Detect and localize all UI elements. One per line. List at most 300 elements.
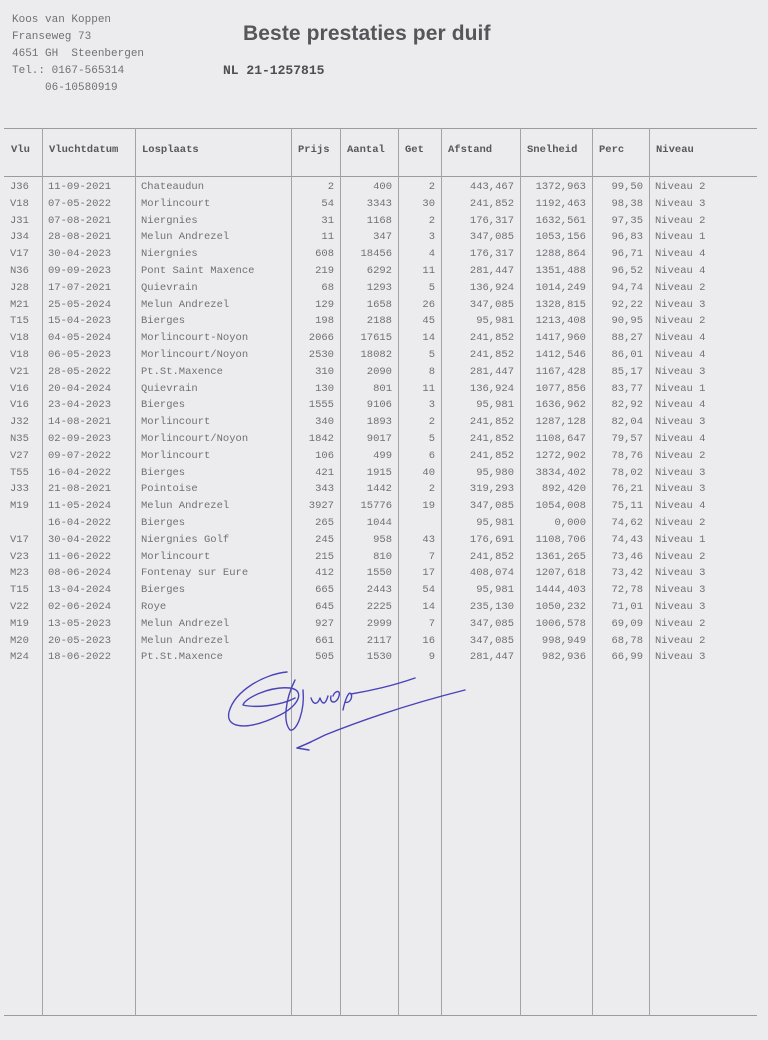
cell-snelheid: 1108,706: [535, 533, 586, 546]
table-row: [4, 179, 757, 196]
cell-afstand: 176,317: [469, 248, 514, 261]
cell-vluchtdatum: 15-04-2023: [48, 315, 112, 328]
cell-snelheid: 1053,156: [535, 231, 586, 244]
column-header-vluchtdatum: Vluchtdatum: [49, 144, 119, 156]
cell-afstand: 281,447: [469, 264, 514, 277]
cell-vluchtdatum: 30-04-2022: [48, 533, 112, 546]
cell-perc: 85,17: [611, 365, 643, 378]
cell-get: 30: [422, 197, 435, 210]
cell-vlu: J32: [10, 416, 29, 429]
cell-perc: 82,92: [611, 399, 643, 412]
cell-aantal: 1530: [366, 651, 392, 664]
cell-snelheid: 1006,578: [535, 617, 586, 630]
cell-aantal: 17615: [360, 332, 392, 345]
cell-niveau: Niveau 1: [655, 533, 706, 546]
cell-afstand: 136,924: [469, 382, 514, 395]
cell-prijs: 219: [315, 264, 334, 277]
owner-street: Franseweg 73: [12, 31, 92, 43]
cell-prijs: 2: [327, 181, 334, 193]
cell-niveau: Niveau 4: [655, 348, 706, 361]
cell-niveau: Niveau 2: [655, 634, 706, 647]
cell-get: 11: [422, 264, 435, 277]
table-row: [4, 364, 757, 381]
cell-aantal: 1168: [366, 214, 392, 227]
cell-niveau: Niveau 3: [655, 197, 706, 210]
cell-losplaats: Chateaudun: [141, 181, 205, 193]
cell-vluchtdatum: 14-08-2021: [48, 416, 112, 429]
cell-aantal: 15776: [360, 500, 392, 513]
cell-snelheid: 1372,963: [535, 181, 586, 193]
cell-aantal: 9017: [366, 432, 392, 445]
table-row: [4, 633, 757, 650]
cell-niveau: Niveau 3: [655, 600, 706, 613]
cell-aantal: 2188: [366, 315, 392, 328]
table-row: [4, 229, 757, 246]
cell-prijs: 505: [315, 651, 334, 664]
cell-losplaats: Quievrain: [141, 382, 198, 395]
cell-niveau: Niveau 1: [655, 382, 706, 395]
column-header-vlu: Vlu: [11, 144, 30, 156]
cell-get: 7: [428, 550, 435, 563]
cell-vluchtdatum: 09-07-2022: [48, 449, 112, 462]
cell-prijs: 3927: [308, 500, 334, 513]
cell-snelheid: 1636,962: [535, 399, 586, 412]
cell-aantal: 9106: [366, 399, 392, 412]
cell-perc: 96,52: [611, 264, 643, 277]
cell-snelheid: 1272,902: [535, 449, 586, 462]
cell-afstand: 95,981: [476, 584, 514, 597]
cell-vlu: V23: [10, 550, 29, 563]
cell-aantal: 958: [373, 533, 392, 546]
cell-prijs: 665: [315, 584, 334, 597]
cell-vluchtdatum: 13-05-2023: [48, 617, 112, 630]
cell-losplaats: Pointoise: [141, 483, 198, 496]
cell-snelheid: 1050,232: [535, 600, 586, 613]
cell-losplaats: Bierges: [141, 315, 186, 328]
cell-get: 3: [428, 231, 435, 244]
table-row: [4, 397, 757, 414]
cell-perc: 78,02: [611, 466, 643, 479]
cell-vlu: N35: [10, 432, 29, 445]
cell-get: 9: [428, 651, 435, 664]
cell-perc: 73,46: [611, 550, 643, 563]
table-header-rule: [4, 176, 757, 177]
cell-losplaats: Morlincourt/Noyon: [141, 348, 249, 361]
table-row: [4, 297, 757, 314]
cell-losplaats: Pt.St.Maxence: [141, 651, 223, 664]
cell-vluchtdatum: 20-05-2023: [48, 634, 112, 647]
cell-snelheid: 1192,463: [535, 197, 586, 210]
cell-vluchtdatum: 02-06-2024: [48, 600, 112, 613]
cell-aantal: 801: [373, 382, 392, 395]
cell-vluchtdatum: 18-06-2022: [48, 651, 112, 664]
cell-vluchtdatum: 16-04-2022: [48, 516, 112, 529]
cell-perc: 66,99: [611, 651, 643, 664]
cell-snelheid: 892,420: [541, 483, 586, 496]
cell-vlu: J34: [10, 231, 29, 244]
cell-get: 19: [422, 500, 435, 513]
cell-aantal: 1658: [366, 298, 392, 311]
cell-afstand: 241,852: [469, 416, 514, 429]
cell-aantal: 1915: [366, 466, 392, 479]
cell-vluchtdatum: 13-04-2024: [48, 584, 112, 597]
cell-afstand: 241,852: [469, 449, 514, 462]
owner-mobile: 06-10580919: [12, 82, 118, 94]
cell-vluchtdatum: 11-05-2024: [48, 500, 112, 513]
cell-get: 2: [428, 214, 435, 227]
cell-vluchtdatum: 20-04-2024: [48, 382, 112, 395]
cell-prijs: 106: [315, 449, 334, 462]
cell-get: 4: [428, 248, 435, 261]
cell-vlu: M21: [10, 298, 29, 311]
cell-snelheid: 1014,249: [535, 281, 586, 294]
cell-losplaats: Bierges: [141, 466, 186, 479]
cell-perc: 73,42: [611, 567, 643, 580]
cell-niveau: Niveau 3: [655, 567, 706, 580]
cell-niveau: Niveau 4: [655, 248, 706, 261]
table-row: [4, 263, 757, 280]
cell-vlu: T55: [10, 466, 29, 479]
cell-prijs: 2530: [308, 348, 334, 361]
cell-snelheid: 1108,647: [535, 432, 586, 445]
column-header-afstand: Afstand: [448, 144, 493, 156]
cell-prijs: 245: [315, 533, 334, 546]
cell-perc: 72,78: [611, 584, 643, 597]
cell-afstand: 176,317: [469, 214, 514, 227]
cell-vluchtdatum: 07-08-2021: [48, 214, 112, 227]
cell-losplaats: Pont Saint Maxence: [141, 264, 255, 277]
cell-get: 40: [422, 466, 435, 479]
cell-snelheid: 1361,265: [535, 550, 586, 563]
cell-niveau: Niveau 3: [655, 651, 706, 664]
cell-vluchtdatum: 09-09-2023: [48, 264, 112, 277]
cell-perc: 86,01: [611, 348, 643, 361]
cell-vluchtdatum: 08-06-2024: [48, 567, 112, 580]
ring-number: NL 21-1257815: [223, 63, 325, 78]
cell-afstand: 281,447: [469, 651, 514, 664]
cell-niveau: Niveau 4: [655, 399, 706, 412]
cell-losplaats: Melun Andrezel: [141, 500, 230, 513]
cell-vlu: V18: [10, 197, 29, 210]
table-row: [4, 448, 757, 465]
table-row: [4, 381, 757, 398]
cell-snelheid: 1167,428: [535, 365, 586, 378]
cell-vluchtdatum: 04-05-2024: [48, 332, 112, 345]
cell-perc: 78,76: [611, 449, 643, 462]
cell-get: 8: [428, 365, 435, 378]
cell-get: 2: [428, 181, 435, 193]
cell-vlu: V27: [10, 449, 29, 462]
cell-get: 6: [428, 449, 435, 462]
cell-aantal: 2117: [366, 634, 392, 647]
cell-vlu: M19: [10, 617, 29, 630]
cell-get: 26: [422, 298, 435, 311]
performance-table: [4, 128, 757, 1016]
cell-afstand: 347,085: [469, 500, 514, 513]
owner-phone: Tel.: 0167-565314: [12, 65, 125, 77]
cell-afstand: 281,447: [469, 365, 514, 378]
cell-afstand: 347,085: [469, 298, 514, 311]
signature: [225, 660, 485, 760]
cell-snelheid: 1328,815: [535, 298, 586, 311]
table-row: [4, 616, 757, 633]
table-row: [4, 313, 757, 330]
cell-afstand: 241,852: [469, 197, 514, 210]
owner-city: 4651 GH Steenbergen: [12, 48, 145, 60]
cell-prijs: 215: [315, 550, 334, 563]
cell-aantal: 2443: [366, 584, 392, 597]
cell-prijs: 11: [321, 231, 334, 244]
cell-aantal: 1293: [366, 281, 392, 294]
cell-perc: 96,71: [611, 248, 643, 261]
cell-snelheid: 1213,408: [535, 315, 586, 328]
cell-aantal: 1442: [366, 483, 392, 496]
cell-losplaats: Melun Andrezel: [141, 231, 230, 244]
cell-perc: 92,22: [611, 298, 643, 311]
cell-losplaats: Quievrain: [141, 281, 198, 294]
cell-aantal: 1550: [366, 567, 392, 580]
cell-perc: 74,62: [611, 516, 643, 529]
cell-vluchtdatum: 11-06-2022: [48, 550, 112, 563]
cell-afstand: 241,852: [469, 332, 514, 345]
cell-aantal: 18456: [360, 248, 392, 261]
cell-vlu: J31: [10, 214, 29, 227]
table-row: [4, 582, 757, 599]
cell-afstand: 347,085: [469, 231, 514, 244]
cell-prijs: 1555: [308, 399, 334, 412]
cell-prijs: 343: [315, 483, 334, 496]
cell-snelheid: 1632,561: [535, 214, 586, 227]
cell-vlu: V18: [10, 332, 29, 345]
cell-losplaats: Niergnies: [141, 214, 198, 227]
cell-niveau: Niveau 3: [655, 365, 706, 378]
cell-vlu: J33: [10, 483, 29, 496]
cell-afstand: 136,924: [469, 281, 514, 294]
cell-vlu: M19: [10, 500, 29, 513]
cell-aantal: 810: [373, 550, 392, 563]
cell-vluchtdatum: 23-04-2023: [48, 399, 112, 412]
cell-niveau: Niveau 2: [655, 617, 706, 630]
table-row: [4, 465, 757, 482]
cell-vlu: V21: [10, 365, 29, 378]
table-top-rule: [4, 128, 757, 129]
page-title: Beste prestaties per duif: [243, 22, 491, 45]
cell-losplaats: Morlincourt: [141, 416, 211, 429]
cell-vlu: N36: [10, 264, 29, 277]
cell-aantal: 400: [373, 181, 392, 193]
cell-niveau: Niveau 3: [655, 416, 706, 429]
cell-niveau: Niveau 2: [655, 214, 706, 227]
table-row: [4, 330, 757, 347]
cell-get: 14: [422, 600, 435, 613]
cell-snelheid: 998,949: [541, 634, 586, 647]
cell-afstand: 176,691: [469, 533, 514, 546]
cell-vluchtdatum: 07-05-2022: [48, 197, 112, 210]
cell-niveau: Niveau 2: [655, 281, 706, 294]
cell-vlu: J36: [10, 181, 29, 193]
cell-afstand: 95,981: [476, 315, 514, 328]
cell-vlu: M24: [10, 651, 29, 664]
cell-perc: 88,27: [611, 332, 643, 345]
cell-get: 2: [428, 483, 435, 496]
cell-losplaats: Morlincourt: [141, 550, 211, 563]
cell-prijs: 310: [315, 365, 334, 378]
cell-afstand: 95,980: [476, 466, 514, 479]
table-row: [4, 347, 757, 364]
cell-niveau: Niveau 4: [655, 500, 706, 513]
cell-vluchtdatum: 28-05-2022: [48, 365, 112, 378]
cell-snelheid: 1351,488: [535, 264, 586, 277]
cell-niveau: Niveau 1: [655, 231, 706, 244]
cell-losplaats: Melun Andrezel: [141, 634, 230, 647]
cell-perc: 69,09: [611, 617, 643, 630]
cell-losplaats: Niergnies: [141, 248, 198, 261]
column-header-losplaats: Losplaats: [142, 144, 199, 156]
cell-perc: 98,38: [611, 197, 643, 210]
cell-vluchtdatum: 06-05-2023: [48, 348, 112, 361]
cell-prijs: 130: [315, 382, 334, 395]
owner-name: Koos van Koppen: [12, 14, 112, 26]
cell-prijs: 68: [321, 281, 334, 294]
cell-losplaats: Niergnies Golf: [141, 533, 230, 546]
cell-snelheid: 1077,856: [535, 382, 586, 395]
cell-afstand: 241,852: [469, 348, 514, 361]
column-header-prijs: Prijs: [298, 144, 330, 156]
cell-prijs: 198: [315, 315, 334, 328]
cell-aantal: 6292: [366, 264, 392, 277]
cell-perc: 83,77: [611, 382, 643, 395]
cell-snelheid: 1288,864: [535, 248, 586, 261]
cell-afstand: 347,085: [469, 634, 514, 647]
cell-vluchtdatum: 17-07-2021: [48, 281, 112, 294]
cell-snelheid: 1412,546: [535, 348, 586, 361]
table-body: [4, 179, 757, 666]
cell-perc: 99,50: [611, 181, 643, 193]
column-header-niveau: Niveau: [656, 144, 694, 156]
cell-niveau: Niveau 2: [655, 550, 706, 563]
cell-snelheid: 0,000: [554, 516, 586, 529]
cell-losplaats: Melun Andrezel: [141, 298, 230, 311]
cell-snelheid: 1207,618: [535, 567, 586, 580]
cell-get: 14: [422, 332, 435, 345]
cell-prijs: 31: [321, 214, 334, 227]
cell-losplaats: Morlincourt-Noyon: [141, 332, 249, 345]
cell-vlu: V16: [10, 382, 29, 395]
cell-aantal: 18082: [360, 348, 392, 361]
table-row: [4, 599, 757, 616]
cell-snelheid: 1444,403: [535, 584, 586, 597]
column-header-aantal: Aantal: [347, 144, 385, 156]
cell-snelheid: 1417,960: [535, 332, 586, 345]
cell-losplaats: Roye: [141, 600, 167, 613]
cell-get: 17: [422, 567, 435, 580]
cell-get: 5: [428, 432, 435, 445]
cell-snelheid: 982,936: [541, 651, 586, 664]
cell-vlu: V16: [10, 399, 29, 412]
cell-niveau: Niveau 4: [655, 332, 706, 345]
table-row: [4, 414, 757, 431]
cell-get: 5: [428, 348, 435, 361]
cell-prijs: 340: [315, 416, 334, 429]
cell-aantal: 347: [373, 231, 392, 244]
cell-prijs: 1842: [308, 432, 334, 445]
cell-niveau: Niveau 3: [655, 483, 706, 496]
table-row: [4, 481, 757, 498]
table-row: [4, 565, 757, 582]
column-header-perc: Perc: [599, 144, 625, 156]
cell-losplaats: Morlincourt/Noyon: [141, 432, 249, 445]
cell-losplaats: Morlincourt: [141, 449, 211, 462]
cell-vlu: T15: [10, 315, 29, 328]
table-row: [4, 196, 757, 213]
cell-vlu: M20: [10, 634, 29, 647]
cell-vluchtdatum: 30-04-2023: [48, 248, 112, 261]
cell-niveau: Niveau 4: [655, 432, 706, 445]
table-row: [4, 246, 757, 263]
cell-prijs: 129: [315, 298, 334, 311]
cell-perc: 71,01: [611, 600, 643, 613]
cell-losplaats: Pt.St.Maxence: [141, 365, 223, 378]
cell-prijs: 927: [315, 617, 334, 630]
cell-get: 43: [422, 533, 435, 546]
cell-losplaats: Bierges: [141, 516, 186, 529]
cell-losplaats: Bierges: [141, 584, 186, 597]
table-row: [4, 532, 757, 549]
cell-prijs: 265: [315, 516, 334, 529]
cell-aantal: 2999: [366, 617, 392, 630]
cell-aantal: 1893: [366, 416, 392, 429]
table-row: [4, 549, 757, 566]
cell-vluchtdatum: 11-09-2021: [48, 181, 112, 193]
cell-perc: 97,35: [611, 214, 643, 227]
cell-vluchtdatum: 21-08-2021: [48, 483, 112, 496]
table-row: [4, 213, 757, 230]
cell-get: 7: [428, 617, 435, 630]
cell-vlu: M23: [10, 567, 29, 580]
cell-afstand: 443,467: [469, 181, 514, 193]
cell-perc: 94,74: [611, 281, 643, 294]
cell-vlu: T15: [10, 584, 29, 597]
cell-niveau: Niveau 3: [655, 466, 706, 479]
cell-vlu: V18: [10, 348, 29, 361]
cell-vlu: V22: [10, 600, 29, 613]
cell-aantal: 1044: [366, 516, 392, 529]
cell-losplaats: Melun Andrezel: [141, 617, 230, 630]
cell-niveau: Niveau 2: [655, 516, 706, 529]
cell-afstand: 95,981: [476, 399, 514, 412]
cell-get: 16: [422, 634, 435, 647]
cell-niveau: Niveau 2: [655, 449, 706, 462]
cell-aantal: 499: [373, 449, 392, 462]
cell-aantal: 2225: [366, 600, 392, 613]
cell-prijs: 54: [321, 197, 334, 210]
cell-snelheid: 1287,128: [535, 416, 586, 429]
cell-afstand: 241,852: [469, 432, 514, 445]
cell-aantal: 2090: [366, 365, 392, 378]
cell-losplaats: Bierges: [141, 399, 186, 412]
owner-address-block: [12, 12, 144, 97]
cell-perc: 90,95: [611, 315, 643, 328]
cell-vluchtdatum: 16-04-2022: [48, 466, 112, 479]
table-row: [4, 515, 757, 532]
cell-afstand: 319,293: [469, 483, 514, 496]
cell-perc: 79,57: [611, 432, 643, 445]
cell-vluchtdatum: 25-05-2024: [48, 298, 112, 311]
cell-prijs: 412: [315, 567, 334, 580]
cell-perc: 74,43: [611, 533, 643, 546]
cell-niveau: Niveau 2: [655, 315, 706, 328]
cell-aantal: 3343: [366, 197, 392, 210]
